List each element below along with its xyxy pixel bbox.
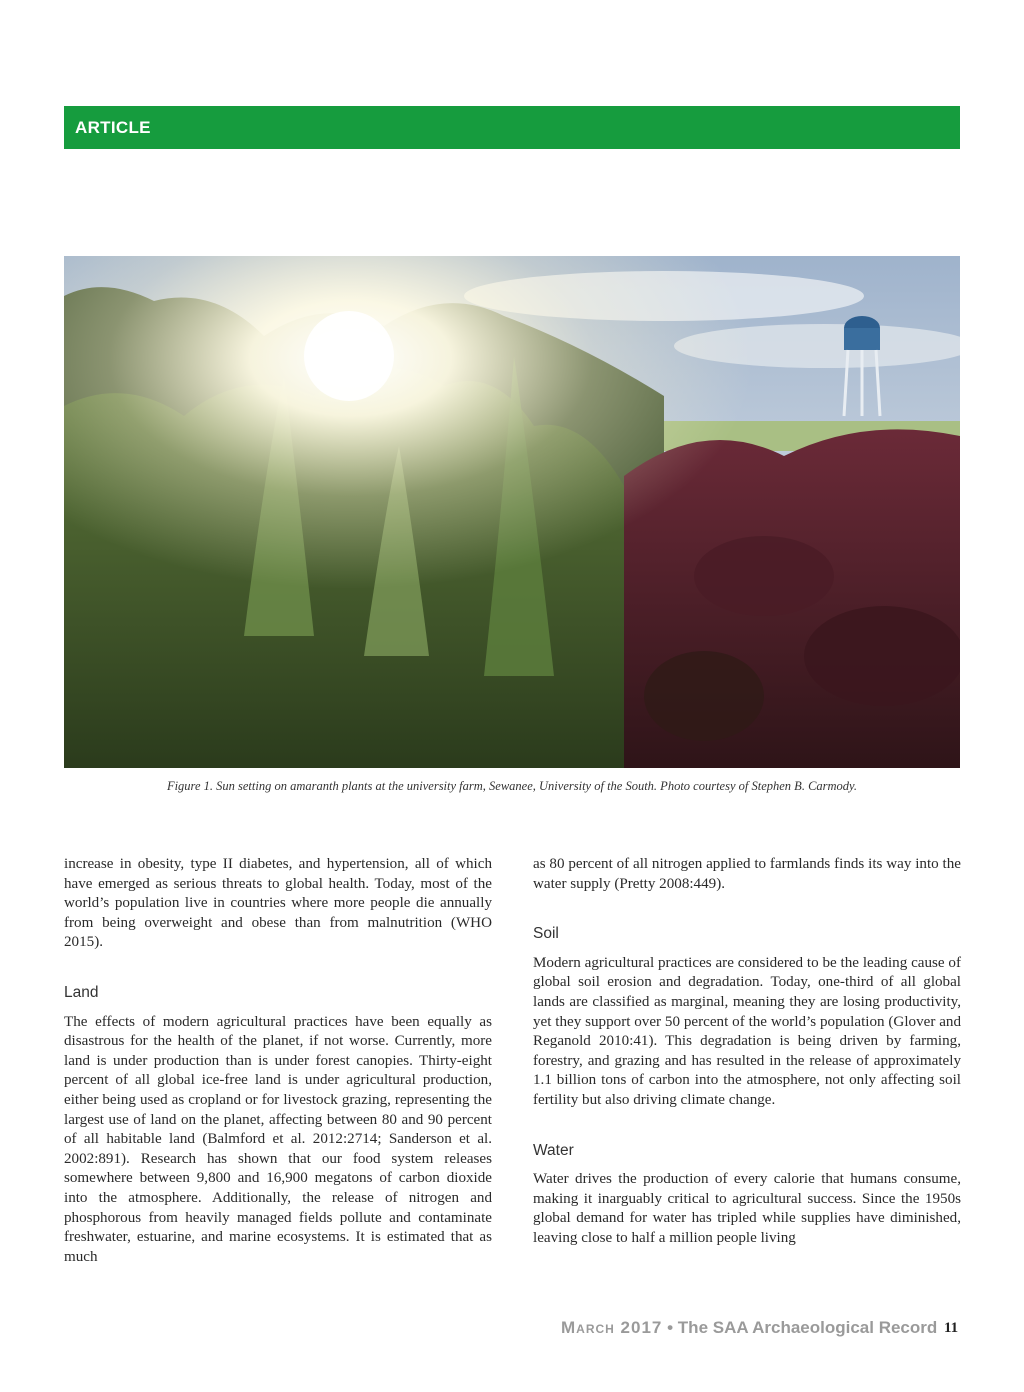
soil-paragraph: Modern agricultural practices are considered to be the leading cause of global soil erosion and degradation. Today, one-third of all global lands are classified as marginal, meaning they are losing productivity, yet they support over 50 percent of the world’s population (Glover and Reganold 2010:41). This degradation is being driven by farming, forestry, and grazing and has resulted in the release of approximately 1.1 billion tons of carbon into the atmosphere, not only affecting soil fertility but also driving climate change. (533, 954, 961, 1108)
page-number: 11 (944, 1320, 959, 1336)
right-column (533, 855, 961, 1249)
continued-paragraph: as 80 percent of all nitrogen applied to farmlands finds its way into the water supply (Pretty 2008:449). (533, 856, 961, 892)
water-paragraph: Water drives the production of every calorie that humans consume, making it inarguably critical to agricultural success. Since the 1950s global demand for water has tripled while supplies have diminished, leaving close to half a million people living (533, 1171, 961, 1246)
figure-photo (64, 256, 960, 768)
article-banner (64, 106, 960, 149)
left-column (64, 855, 492, 1267)
banner-label: ARTICLE (75, 117, 151, 137)
footer-separator: • (667, 1318, 674, 1337)
figure-caption: Figure 1. Sun setting on amaranth plants at the university farm, Sewanee, University of the South. Photo courtesy of Stephen B. Carmody. (166, 779, 858, 793)
water-heading: Water (533, 1141, 574, 1159)
intro-paragraph: increase in obesity, type II diabetes, and hypertension, all of which have emerged as serious threats to global health. Today, most of the world’s population live in countries where more people die annually from being overweight and obese than from malnutrition (WHO 2015). (64, 856, 492, 951)
amaranth-field-image (64, 256, 960, 768)
footer-month-year: March 2017 (561, 1318, 663, 1337)
running-footer (561, 1318, 937, 1338)
land-heading: Land (64, 983, 99, 1001)
footer-publication: The SAA Archaeological Record (677, 1318, 938, 1337)
land-paragraph: The effects of modern agricultural practices have been equally as disastrous for the health of the planet, if not worse. Currently, more land is under production than is under forest canopies. Thirty-eight percent of all global ice-free land is under agricultural production, either being used as cropland or for livestock grazing, representing the largest use of land on the planet, affecting between 80 and 90 percent of all habitable land (Balmford et al. 2012:2714; Sanderson et al. 2002:891). Research has shown that our food system releases somewhere between 9,800 and 16,900 megatons of carbon dioxide into the atmosphere. Additionally, the release of nitrogen and phosphorous from heavily managed fields pollute and contaminate freshwater, estuarine, and marine ecosystems. It is estimated that as much (64, 1013, 492, 1265)
soil-heading: Soil (533, 925, 559, 943)
